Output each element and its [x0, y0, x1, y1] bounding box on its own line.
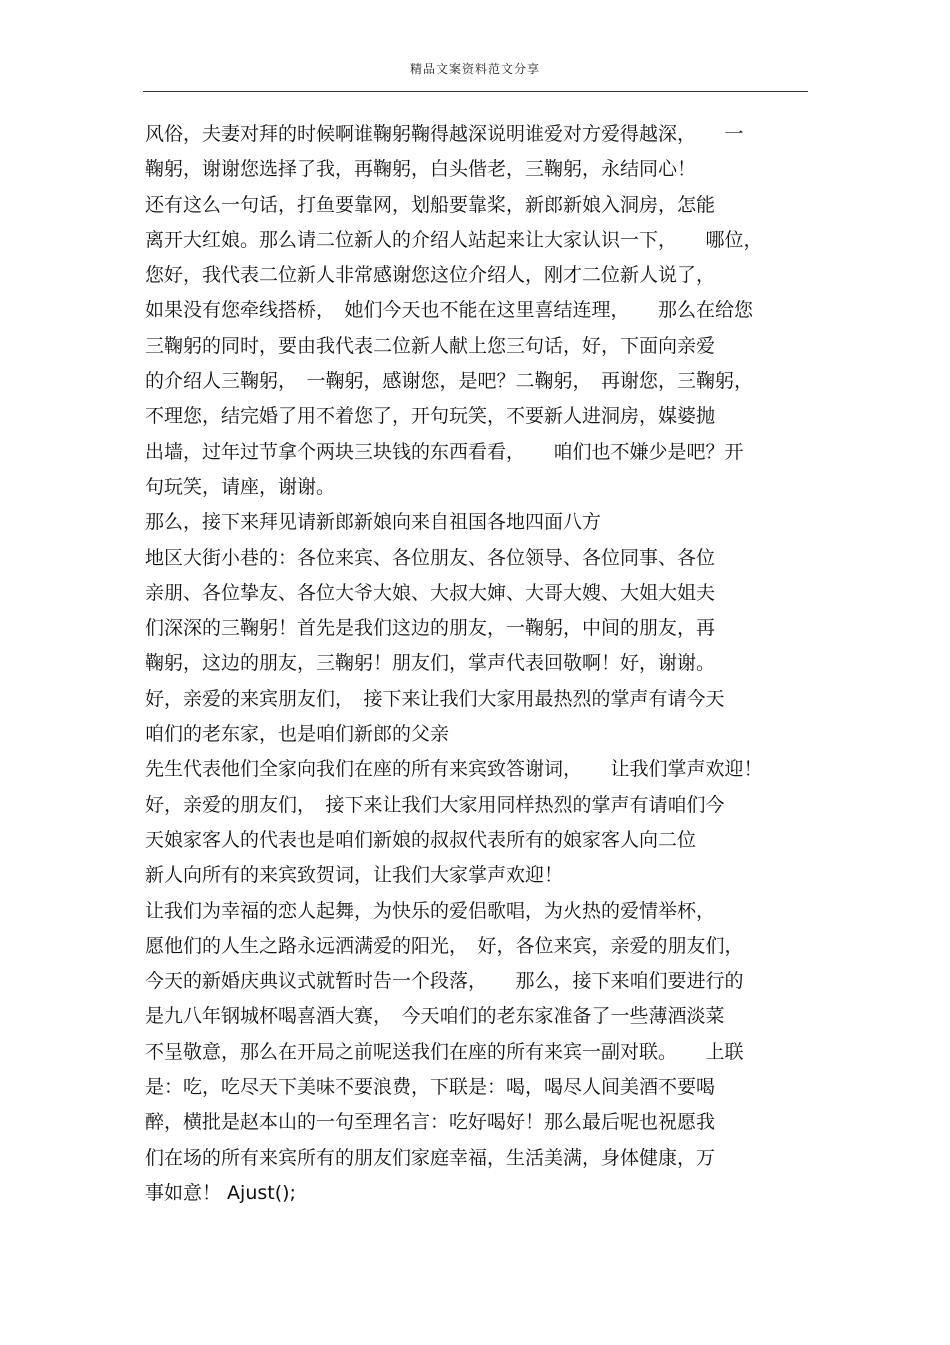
text-line: 不理您，结完婚了用不着您了，开句玩笑，不要新人进洞房，媒婆抛 — [145, 405, 716, 428]
text-line: 们深深的三鞠躬！首先是我们这边的朋友，一鞠躬，中间的朋友，再 — [145, 617, 716, 640]
page-header: 精品文案资料范文分享 — [409, 62, 540, 76]
header-divider — [143, 91, 808, 92]
text-line: 是九八年钢城杯喝喜酒大赛， 今天咱们的老东家准备了一些薄酒淡菜 — [145, 1005, 725, 1028]
text-line: 句玩笑，请座，谢谢。 — [145, 475, 336, 498]
text-line: 让我们为幸福的恋人起舞，为快乐的爱侣歌唱，为火热的爱情举杯， — [145, 899, 716, 922]
text-line: 好，亲爱的来宾朋友们， 接下来让我们大家用最热烈的掌声有请今天 — [145, 687, 725, 710]
text-line: 风俗，夫妻对拜的时候啊谁鞠躬鞠得越深说明谁爱对方爱得越深， 一 — [145, 123, 744, 145]
text-line: 醉，横批是赵本山的一句至理名言：吃好喝好！那么最后呢也祝愿我 — [145, 1111, 716, 1134]
text-line: 如果没有您牵线搭桥， 她们今天也不能在这里喜结连理， 那么在给您 — [145, 299, 754, 322]
text-line: 新人向所有的来宾致贺词，让我们大家掌声欢迎！ — [145, 864, 564, 887]
text-line: 出墙，过年过节拿个两块三块钱的东西看看， 咱们也不嫌少是吧？开 — [145, 440, 744, 463]
text-line: 还有这么一句话，打鱼要靠网，划船要靠桨，新郎新娘入洞房，怎能 — [145, 193, 716, 216]
text-line: 不呈敬意，那么在开局之前呢送我们在座的所有来宾一副对联。 上联 — [145, 1040, 744, 1063]
text-line: 们在场的所有来宾所有的朋友们家庭幸福，生活美满，身体健康，万 — [145, 1146, 716, 1169]
text-line: 好，亲爱的朋友们， 接下来让我们大家用同样热烈的掌声有请咱们今 — [145, 793, 725, 816]
text-line: 愿他们的人生之路永远洒满爱的阳光， 好，各位来宾，亲爱的朋友们， — [145, 934, 744, 957]
text-line: 亲朋、各位挚友、各位大爷大娘、大叔大婶、大哥大嫂、大姐大姐夫 — [145, 581, 716, 604]
text-line: 今天的新婚庆典议式就暂时告一个段落， 那么，接下来咱们要进行的 — [145, 970, 744, 993]
text-line: 您好，我代表二位新人非常感谢您这位介绍人，刚才二位新人说了， — [145, 264, 716, 287]
text-line: 三鞠躬的同时，要由我代表二位新人献上您三句话，好，下面向亲爱 — [145, 334, 716, 357]
text-line: 地区大街小巷的：各位来宾、各位朋友、各位领导、各位同事、各位 — [145, 546, 716, 569]
text-line: 那么，接下来拜见请新郎新娘向来自祖国各地四面八方 — [145, 511, 602, 534]
text-line: 事如意！ Ajust(); — [145, 1181, 296, 1204]
text-line: 离开大红娘。那么请二位新人的介绍人站起来让大家认识一下， 哪位， — [145, 228, 763, 251]
text-line: 鞠躬，谢谢您选择了我，再鞠躬，白头偕老，三鞠躬，永结同心！ — [145, 158, 697, 181]
text-line: 先生代表他们全家向我们在座的所有来宾致答谢词， 让我们掌声欢迎！ — [145, 758, 763, 781]
text-line: 是：吃，吃尽天下美味不要浪费，下联是：喝，喝尽人间美酒不要喝 — [145, 1076, 716, 1099]
text-line: 咱们的老东家，也是咱们新郎的父亲 — [145, 723, 450, 746]
text-line: 的介绍人三鞠躬， 一鞠躬，感谢您，是吧？二鞠躬， 再谢您，三鞠躬， — [145, 370, 754, 393]
text-line: 鞠躬，这边的朋友，三鞠躬！朋友们，掌声代表回敬啊！好，谢谢。 — [145, 652, 716, 675]
text-line: 天娘家客人的代表也是咱们新娘的叔叔代表所有的娘家客人向二位 — [145, 828, 697, 851]
body-text — [145, 117, 810, 1211]
